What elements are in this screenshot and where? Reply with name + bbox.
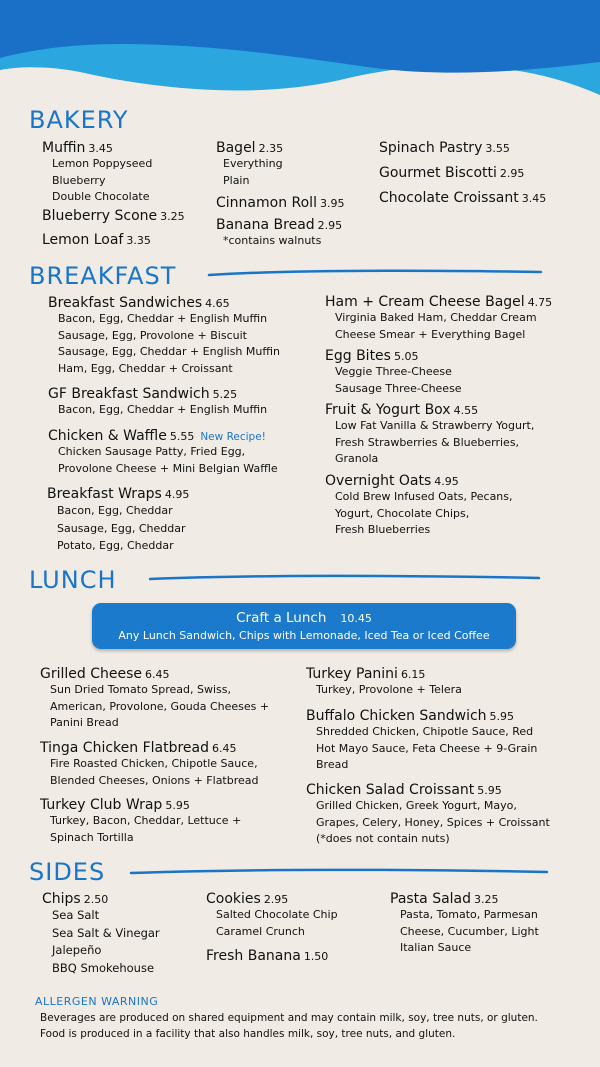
item-name: Chicken & Waffle — [48, 428, 167, 444]
section-title-breakfast: BREAKFAST — [29, 262, 177, 290]
menu-item-chicken-salad-croissant — [306, 779, 550, 848]
item-price: 2.95 — [499, 167, 525, 180]
item-name: Chips — [42, 891, 81, 907]
item-option: Grilled Chicken, Greek Yogurt, Mayo, — [316, 799, 517, 812]
item-option: Lemon Poppyseed — [52, 157, 153, 170]
item-option: Sausage, Egg, Provolone + Biscuit — [58, 328, 247, 342]
item-price: 4.65 — [205, 297, 230, 310]
item-price: 6.15 — [400, 668, 426, 681]
item-name: Spinach Pastry — [379, 140, 483, 156]
item-option: Plain — [223, 173, 250, 187]
item-option: Bacon, Egg, Cheddar + English Muffin — [58, 312, 268, 325]
item-name: Overnight Oats — [325, 473, 432, 489]
item-option: Double Chocolate — [52, 190, 150, 203]
item-name: Breakfast Sandwiches — [48, 295, 203, 311]
menu-item-fruit-yogurt-box — [325, 399, 534, 468]
item-name: Cinnamon Roll — [216, 195, 317, 211]
item-name: Lemon Loaf — [42, 232, 124, 248]
item-option: Salted Chocolate Chip — [216, 908, 338, 921]
menu-item-breakfast-sandwiches — [48, 292, 280, 377]
item-price: 5.05 — [393, 350, 419, 363]
item-price: 3.95 — [319, 197, 345, 210]
item-name: Pasta Salad — [390, 891, 472, 907]
item-price: 2.95 — [317, 219, 343, 232]
item-name: Bagel — [216, 140, 256, 156]
section-title-bakery: BAKERY — [29, 106, 129, 134]
item-price: 4.55 — [453, 404, 479, 417]
item-price: 5.95 — [489, 710, 515, 723]
item-option: Veggie Three-Cheese — [335, 365, 452, 378]
section-divider — [207, 269, 543, 277]
menu-item-pasta-salad — [390, 888, 539, 957]
allergen-warning-text — [40, 1010, 580, 1042]
item-price: 6.45 — [212, 742, 237, 755]
menu-item-turkey-club-wrap — [40, 794, 241, 846]
item-option: Hot Mayo Sauce, Feta Cheese + 9-Grain — [316, 741, 538, 755]
item-option: Fresh Blueberries — [335, 523, 431, 536]
item-option: Low Fat Vanilla & Strawberry Yogurt, — [335, 419, 535, 432]
item-option: Sausage, Egg, Cheddar — [57, 521, 186, 535]
item-option: Sausage Three-Cheese — [335, 381, 462, 395]
item-option: Yogurt, Chocolate Chips, — [335, 506, 470, 520]
item-name: Banana Bread — [216, 217, 315, 233]
craft-description: Any Lunch Sandwich, Chips with Lemonade, Iced Tea or Iced Coffee — [118, 629, 490, 642]
section-divider — [129, 868, 549, 876]
item-option: Ham, Egg, Cheddar + Croissant — [58, 361, 233, 375]
item-option: Granola — [335, 452, 379, 465]
item-option: Pasta, Tomato, Parmesan — [400, 908, 538, 921]
item-option: Chicken Sausage Patty, Fried Egg, — [58, 445, 246, 458]
item-option: Provolone Cheese + Mini Belgian Waffle — [58, 461, 278, 475]
item-name: Buffalo Chicken Sandwich — [306, 708, 487, 724]
menu-item-chips — [42, 888, 160, 977]
item-option: Jalepeño — [52, 943, 102, 957]
item-name: Chocolate Croissant — [379, 190, 519, 206]
item-option: Cheese, Cucumber, Light — [400, 924, 539, 938]
craft-title: Craft a Lunch — [236, 610, 327, 626]
menu-item-spinach-pastry — [379, 137, 510, 156]
item-option: Blended Cheeses, Onions + Flatbread — [50, 773, 259, 787]
item-option: Bacon, Egg, Cheddar — [57, 504, 173, 517]
menu-item-egg-bites — [325, 345, 462, 397]
item-option: Virginia Baked Ham, Cheddar Cream — [335, 311, 537, 324]
item-name: Grilled Cheese — [40, 666, 143, 682]
item-name: Ham + Cream Cheese Bagel — [325, 294, 525, 310]
menu-item-lemon-loaf — [42, 229, 151, 248]
item-price: 3.25 — [160, 210, 185, 223]
menu-item-breakfast-wraps — [47, 483, 189, 555]
item-name: Chicken Salad Croissant — [306, 782, 475, 798]
item-price: 1.50 — [303, 950, 329, 963]
item-price: 3.45 — [88, 142, 113, 155]
item-option: Potato, Egg, Cheddar — [57, 539, 174, 552]
menu-item-grilled-cheese — [40, 663, 269, 732]
item-option: Everything — [223, 157, 283, 170]
item-option: American, Provolone, Gouda Cheeses + — [50, 699, 270, 713]
allergen-line: Food is produced in a facility that also handles milk, soy, tree nuts, and gluten. — [40, 1028, 456, 1040]
item-option: (*does not contain nuts) — [316, 832, 450, 845]
menu-item-fresh-banana — [206, 945, 328, 964]
new-recipe-badge: New Recipe! — [200, 431, 266, 443]
item-option: Turkey, Provolone + Telera — [316, 683, 462, 696]
item-price: 3.35 — [126, 234, 151, 247]
item-option: Sea Salt — [52, 908, 100, 922]
item-option: Sausage, Egg, Cheddar + English Muffin — [58, 345, 280, 358]
menu-item-bagel — [216, 137, 283, 189]
item-option: Bacon, Egg, Cheddar + English Muffin — [58, 403, 268, 416]
section-title-sides: SIDES — [29, 858, 106, 886]
menu-item-gf-breakfast-sandwich — [48, 383, 267, 419]
item-option: Blueberry — [52, 173, 106, 187]
item-option: Italian Sauce — [400, 941, 472, 954]
section-title-lunch: LUNCH — [29, 566, 117, 594]
item-option: Spinach Tortilla — [50, 830, 134, 844]
item-price: 6.45 — [145, 668, 170, 681]
item-option: Grapes, Celery, Honey, Spices + Croissant — [316, 815, 550, 829]
item-option: Fire Roasted Chicken, Chipotle Sauce, — [50, 757, 258, 770]
item-price: 3.25 — [474, 893, 499, 906]
item-note: *contains walnuts — [223, 234, 322, 247]
item-name: Turkey Panini — [306, 666, 398, 682]
item-option: Panini Bread — [50, 716, 119, 729]
item-name: Turkey Club Wrap — [40, 797, 163, 813]
allergen-warning-title: ALLERGEN WARNING — [35, 995, 159, 1008]
item-price: 5.95 — [477, 784, 502, 797]
item-price: 5.95 — [165, 799, 190, 812]
item-name: Fruit & Yogurt Box — [325, 402, 451, 418]
item-price: 3.45 — [521, 192, 547, 205]
item-price: 5.25 — [212, 388, 238, 401]
menu-item-chocolate-croissant — [379, 187, 546, 206]
item-option: Sea Salt & Vinegar — [52, 925, 160, 940]
item-option: Sun Dried Tomato Spread, Swiss, — [50, 683, 232, 696]
section-divider — [148, 574, 541, 582]
item-price: 4.95 — [434, 475, 459, 488]
menu-item-gourmet-biscotti — [379, 162, 524, 181]
item-name: GF Breakfast Sandwich — [48, 386, 210, 402]
item-option: BBQ Smokehouse — [52, 960, 155, 975]
item-option: Caramel Crunch — [216, 924, 305, 938]
item-option: Cheese Smear + Everything Bagel — [335, 327, 526, 341]
craft-a-lunch-banner — [92, 603, 516, 649]
header-wave — [0, 0, 600, 110]
item-option: Cold Brew Infused Oats, Pecans, — [335, 490, 513, 503]
item-name: Blueberry Scone — [42, 208, 158, 224]
menu-item-muffin — [42, 137, 152, 206]
item-name: Breakfast Wraps — [47, 486, 162, 502]
item-price: 2.95 — [263, 893, 289, 906]
allergen-line: Beverages are produced on shared equipment and may contain milk, soy, tree nuts, or gluten. — [40, 1012, 538, 1024]
menu-item-blueberry-scone — [42, 205, 185, 224]
menu-item-overnight-oats — [325, 470, 513, 539]
item-name: Gourmet Biscotti — [379, 165, 497, 181]
item-option: Turkey, Bacon, Cheddar, Lettuce + — [50, 814, 242, 827]
item-name: Cookies — [206, 891, 261, 907]
item-option: Bread — [316, 758, 349, 771]
menu-item-tinga-chicken-flatbread — [40, 737, 259, 789]
item-price: 5.55 — [169, 430, 195, 443]
menu-item-cookies — [206, 888, 338, 940]
item-name: Muffin — [42, 140, 86, 156]
craft-price: 10.45 — [340, 612, 372, 625]
item-option: Shredded Chicken, Chipotle Sauce, Red — [316, 725, 534, 738]
item-option: Fresh Strawberries & Blueberries, — [335, 435, 520, 449]
item-price: 2.35 — [258, 142, 284, 155]
menu-item-cinnamon-roll — [216, 192, 344, 211]
menu-item-banana-bread — [216, 214, 342, 250]
menu-item-ham-cream-cheese-bagel — [325, 291, 552, 343]
item-price: 2.50 — [83, 893, 109, 906]
menu-item-chicken-waffle — [48, 425, 278, 477]
item-name: Fresh Banana — [206, 948, 301, 964]
menu-item-turkey-panini — [306, 663, 462, 699]
item-name: Egg Bites — [325, 348, 391, 364]
item-price: 3.55 — [485, 142, 510, 155]
item-name: Tinga Chicken Flatbread — [40, 740, 210, 756]
menu-item-buffalo-chicken-sandwich — [306, 705, 537, 774]
item-price: 4.95 — [164, 488, 190, 501]
item-price: 4.75 — [527, 296, 553, 309]
